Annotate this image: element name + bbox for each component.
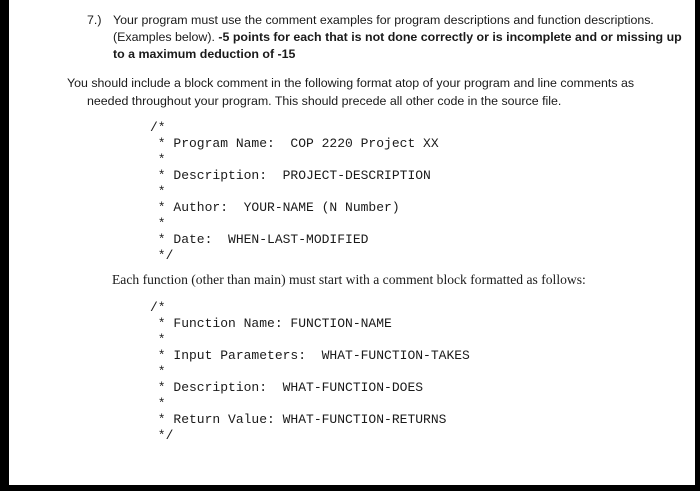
code-line: * Return Value: WHAT-FUNCTION-RETURNS (150, 412, 447, 427)
code-line: * (150, 184, 166, 199)
code-line: * Description: PROJECT-DESCRIPTION (150, 168, 431, 183)
code-line: */ (150, 428, 174, 443)
item-number: 7.) (87, 13, 102, 27)
instructions-line-1: You should include a block comment in the following format atop of your program and line comments as (67, 76, 635, 90)
item-text: Your program must use the comment examples for program descriptions and function descriptions. (Examples below). (113, 13, 654, 44)
item-penalty-text: -5 points for each that is not done correctly or is incomplete and or missing up to a maximum deduction of -15 (113, 30, 682, 61)
code-line: * Function Name: FUNCTION-NAME (150, 316, 392, 331)
code-line: * (150, 152, 166, 167)
code-line: * (150, 364, 166, 379)
code-line: * (150, 396, 166, 411)
code-line: * Author: YOUR-NAME (N Number) (150, 200, 400, 215)
item-body (113, 12, 687, 63)
code-line: * Input Parameters: WHAT-FUNCTION-TAKES (150, 348, 470, 363)
instructions-line-2: needed throughout your program. This should precede all other code in the source file. (87, 94, 562, 108)
code-line: /* (150, 120, 166, 135)
document-page (9, 0, 695, 485)
code-line: /* (150, 300, 166, 315)
requirement-item-7 (87, 12, 687, 63)
code-line: * (150, 332, 166, 347)
function-comment-instructions: Each function (other than main) must start with a comment block formatted as follows: (112, 272, 586, 287)
block-comment-instructions (67, 74, 682, 110)
code-line: * Description: WHAT-FUNCTION-DOES (150, 380, 424, 395)
code-line: * Program Name: COP 2220 Project XX (150, 136, 439, 151)
code-line: */ (150, 248, 174, 263)
code-line: * (150, 216, 166, 231)
code-line: * Date: WHEN-LAST-MODIFIED (150, 232, 369, 247)
